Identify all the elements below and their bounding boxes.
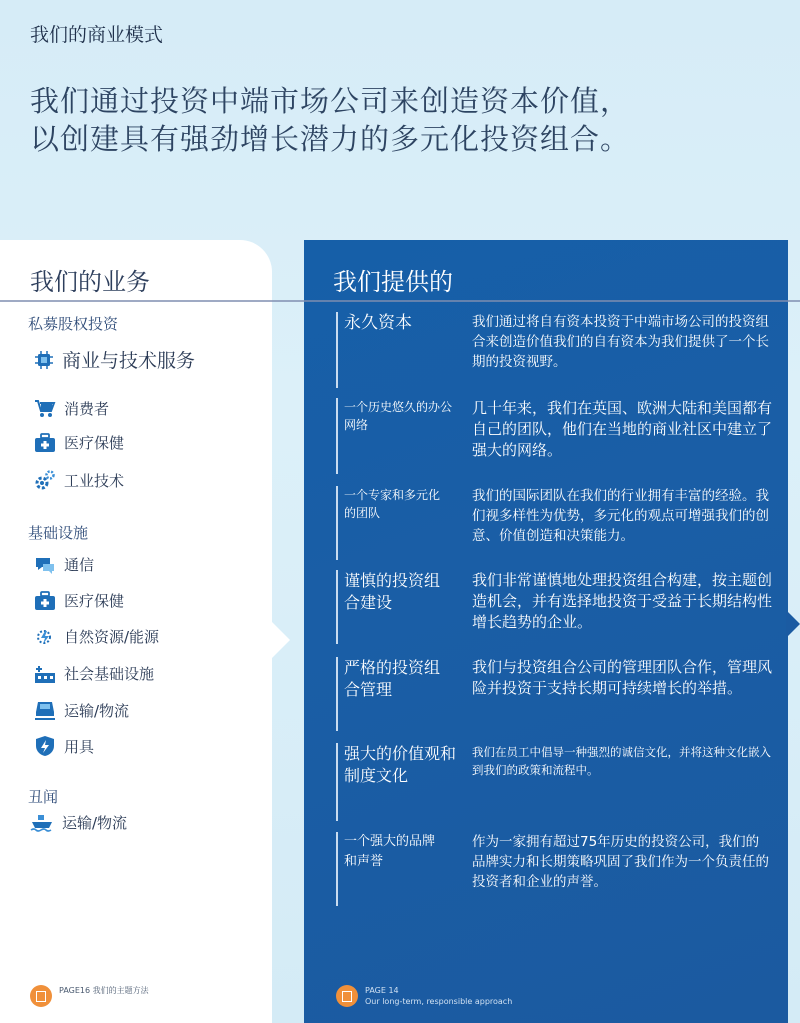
row-title: 谨慎的投资组合建设 bbox=[344, 571, 441, 612]
footer-caption: Our long-term, responsible approach bbox=[365, 997, 513, 1006]
list-item bbox=[34, 398, 109, 419]
row-title: 一个历史悠久的办公网络 bbox=[344, 400, 453, 432]
row-divider bbox=[336, 312, 338, 388]
offer-row-brand-reputation bbox=[336, 832, 776, 906]
chat-icon bbox=[34, 555, 56, 575]
list-item bbox=[34, 469, 124, 491]
row-divider bbox=[336, 486, 338, 560]
section-label: 我们的商业模式 bbox=[30, 24, 164, 46]
shield-bolt-icon bbox=[34, 735, 56, 757]
row-divider bbox=[336, 398, 338, 474]
section-heading-private-equity: 私募股权投资 bbox=[28, 315, 119, 333]
footer-left bbox=[30, 985, 149, 1007]
row-divider bbox=[336, 570, 338, 644]
energy-icon bbox=[34, 627, 56, 647]
infrastructure-icon bbox=[34, 664, 56, 684]
offer-row-expert-team bbox=[336, 486, 776, 560]
row-title: 强大的价值观和制度文化 bbox=[344, 744, 457, 785]
offer-row-office-network bbox=[336, 398, 776, 474]
list-item-label: 用具 bbox=[64, 737, 95, 756]
divider-line bbox=[0, 300, 800, 302]
row-description: 几十年来，我们在英国、欧洲大陆和美国都有自己的团队，他们在当地的商业社区中建立了强大的网络。 bbox=[472, 399, 773, 459]
row-divider bbox=[336, 832, 338, 906]
medical-kit-icon bbox=[34, 591, 56, 611]
footer-page-number: PAGE 14 bbox=[365, 986, 399, 995]
medical-kit-icon bbox=[34, 433, 56, 453]
row-description: 我们在员工中倡导一种强烈的诚信文化，并将这种文化嵌入到我们的政策和流程中。 bbox=[472, 745, 771, 777]
row-description: 我们非常谨慎地处理投资组合构建，按主题创造机会，并有选择地投资于受益于长期结构性增长趋势的企业。 bbox=[472, 571, 773, 631]
row-description: 我们通过将自有资本投资于中端市场公司的投资组合来创造价值我们的自有资本为我们提供了一个长期的投资视野。 bbox=[472, 314, 769, 370]
list-item bbox=[30, 812, 127, 833]
right-panel-notch bbox=[786, 610, 800, 638]
list-item-label: 消费者 bbox=[64, 400, 110, 418]
row-description: 我们与投资组合公司的管理团队合作，管理风险并投资于支持长期可持续增长的举措。 bbox=[472, 658, 773, 697]
list-item-label: 自然资源/能源 bbox=[64, 628, 160, 646]
list-item-label: 运输/物流 bbox=[64, 701, 130, 720]
footer-right bbox=[336, 985, 525, 1007]
offer-row-portfolio-construction bbox=[336, 570, 776, 644]
row-title: 一个强大的品牌和声誉 bbox=[344, 834, 436, 869]
list-item-label: 运输/物流 bbox=[62, 814, 128, 832]
row-title: 一个专家和多元化的团队 bbox=[344, 488, 441, 520]
business-title: 我们的业务 bbox=[30, 268, 150, 296]
list-item-label: 医疗保健 bbox=[64, 434, 125, 452]
list-item bbox=[34, 346, 195, 373]
list-item-label: 社会基础设施 bbox=[64, 665, 155, 683]
cart-icon bbox=[34, 399, 56, 419]
list-item bbox=[34, 663, 154, 684]
list-item bbox=[34, 432, 124, 453]
list-item bbox=[34, 554, 94, 575]
footer-right-text bbox=[365, 985, 525, 1007]
headline-line-1: 我们通过投资中端市场公司来创造资本价值， bbox=[30, 84, 631, 118]
list-item-label: 工业技术 bbox=[64, 471, 125, 490]
ship-icon bbox=[30, 813, 54, 833]
offer-row-portfolio-management bbox=[336, 657, 776, 731]
list-item-label: 商业与技术服务 bbox=[62, 350, 196, 372]
section-heading-scandal: 丑闻 bbox=[28, 788, 59, 806]
offer-row-permanent-capital bbox=[336, 312, 776, 388]
list-item-label: 医疗保健 bbox=[64, 592, 125, 610]
row-divider bbox=[336, 657, 338, 731]
list-item bbox=[34, 735, 94, 757]
offer-title: 我们提供的 bbox=[333, 268, 453, 296]
row-description: 作为一家拥有超过75年历史的投资公司，我们的品牌实力和长期策略巩固了我们作为一个负责任的投资者和企业的声誉。 bbox=[472, 834, 769, 890]
page-badge-icon bbox=[336, 985, 358, 1007]
list-item bbox=[34, 699, 129, 721]
footer-left-text: PAGE16 我们的主题方法 bbox=[59, 986, 149, 995]
section-heading-infrastructure: 基础设施 bbox=[28, 524, 89, 542]
list-item-label: 通信 bbox=[64, 556, 95, 574]
row-title: 严格的投资组合管理 bbox=[344, 658, 441, 699]
row-divider bbox=[336, 743, 338, 821]
offer-row-values-culture bbox=[336, 743, 776, 821]
row-description: 我们的国际团队在我们的行业拥有丰富的经验。我们视多样性为优势，多元化的观点可增强我们的创意、价值创造和决策能力。 bbox=[472, 488, 769, 544]
row-title: 永久资本 bbox=[344, 313, 412, 333]
headline bbox=[30, 82, 770, 158]
left-panel-notch bbox=[268, 618, 290, 662]
train-icon bbox=[34, 699, 56, 721]
list-item bbox=[34, 626, 159, 647]
headline-line-2: 以创建具有强劲增长潜力的多元化投资组合。 bbox=[30, 122, 631, 156]
list-item bbox=[34, 590, 124, 611]
gears-icon bbox=[34, 469, 56, 491]
page-badge-icon bbox=[30, 985, 52, 1007]
chip-icon bbox=[34, 350, 54, 370]
